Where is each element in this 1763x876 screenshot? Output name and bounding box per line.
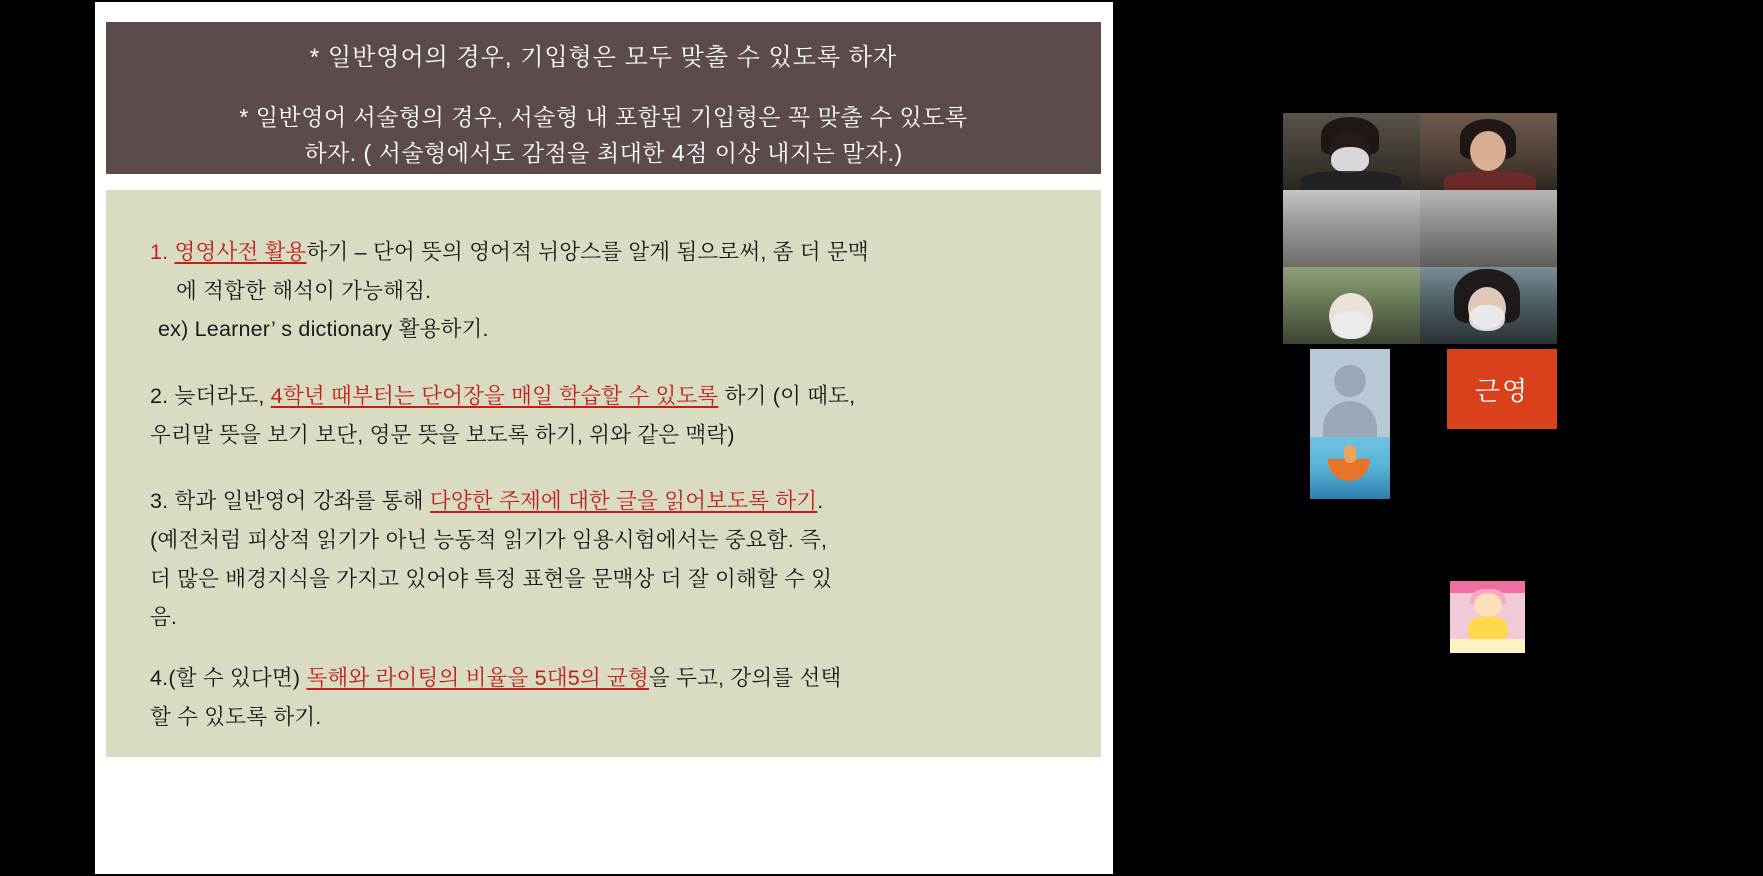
slide-title-line-2b: 하자. ( 서술형에서도 감점을 최대한 4점 이상 내지는 말자.) (304, 139, 903, 166)
slide-content (95, 2, 1113, 874)
avatar-photo (1310, 437, 1390, 499)
mask-shape (1331, 147, 1369, 173)
slide-item-1-rest: 하기 – 단어 뜻의 영어적 뉘앙스를 알게 됨으로써, 좀 더 문맥 (306, 240, 869, 264)
slide-title-line-1: * 일반영어의 경우, 기입형은 모두 맞출 수 있도록 하자 (309, 44, 898, 71)
cartoon-base-shape (1450, 639, 1525, 653)
participant-tile-2[interactable] (1420, 113, 1557, 190)
torso-shape (1301, 171, 1401, 190)
slide-item-4-lead: (할 수 있다면) (168, 666, 301, 691)
cartoon-body-shape (1468, 617, 1508, 639)
slide-item-4-rest: 을 두고, 강의를 선택 (649, 666, 842, 691)
slide-item-2-rest: 하기 (이 때도, (724, 384, 856, 409)
participant-name-tile[interactable] (1447, 349, 1557, 429)
slide-item-2-number: 2. (150, 384, 169, 409)
slide-item-4 (150, 662, 1057, 695)
slide-item-3 (150, 485, 1057, 518)
person-shape (1344, 445, 1356, 463)
participant-tile-4[interactable] (1420, 190, 1557, 267)
mask-shape (1469, 305, 1505, 331)
slide-item-1-number: 1. (150, 240, 169, 264)
slide-item-3-highlight: 다양한 주제에 대한 글을 읽어보도록 하기 (429, 489, 818, 514)
slide-item-2-continued: 우리말 뜻을 보기 보단, 영문 뜻을 보도록 하기, 위와 같은 맥락) (150, 422, 735, 447)
slide-item-1-highlight: 영영사전 활용 (174, 240, 307, 264)
mask-shape (1331, 311, 1371, 339)
slide-item-2 (150, 380, 1057, 413)
slide-item-3-number: 3. (150, 489, 169, 514)
slide-item-3-continued-1: (예전처럼 피상적 읽기가 아닌 능동적 읽기가 임용시험에서는 중요함. 즉, (150, 528, 828, 553)
avatar-body-icon (1323, 401, 1377, 437)
shared-slide (95, 2, 1113, 874)
slide-title-line-2 (130, 100, 1077, 171)
participant-tile-3[interactable] (1283, 190, 1420, 267)
slide-item-3-lead: 학과 일반영어 강좌를 통해 (174, 489, 424, 514)
slide-item-4-highlight: 독해와 라이팅의 비율을 5대5의 균형 (306, 666, 650, 691)
slide-item-1-continued: 에 적합한 해석이 가능해짐. (176, 278, 432, 303)
slide-item-1-example: ex) Learner’ s dictionary 활용하기. (158, 317, 489, 342)
participant-tile-6[interactable] (1420, 267, 1557, 344)
participant-tile-1[interactable] (1283, 113, 1420, 190)
torso-shape (1444, 171, 1536, 190)
slide-item-3-continued-3: 음. (150, 605, 178, 630)
cartoon-avatar-image (1450, 581, 1525, 653)
participant-avatar-tile[interactable] (1310, 349, 1390, 499)
slide-body-card (106, 190, 1101, 757)
slide-item-4-number: 4. (150, 666, 169, 691)
slide-item-1 (150, 236, 1057, 269)
face-shape (1470, 131, 1506, 171)
slide-item-3-continued-2: 더 많은 배경지식을 가지고 있어야 특정 표현을 문맥상 더 잘 이해할 수 있 (150, 566, 833, 591)
avatar-head-icon (1334, 365, 1366, 397)
slide-item-2-lead: 늦더라도, (174, 384, 265, 409)
cartoon-head-shape (1474, 593, 1502, 617)
slide-item-2-highlight: 4학년 때부터는 단어장을 매일 학습할 수 있도록 (270, 384, 719, 409)
slide-title-band (106, 22, 1101, 174)
slide-item-4-continued: 할 수 있도록 하기. (150, 704, 322, 729)
slide-title-line-2a: * 일반영어 서술형의 경우, 서술형 내 포함된 기입형은 꼭 맞출 수 있도록 (239, 104, 968, 130)
participant-name-label: 근영 (1474, 375, 1530, 406)
participant-tile-5[interactable] (1283, 267, 1420, 344)
participant-cartoon-tile[interactable] (1420, 429, 1557, 657)
slide-item-3-rest: . (817, 489, 824, 514)
